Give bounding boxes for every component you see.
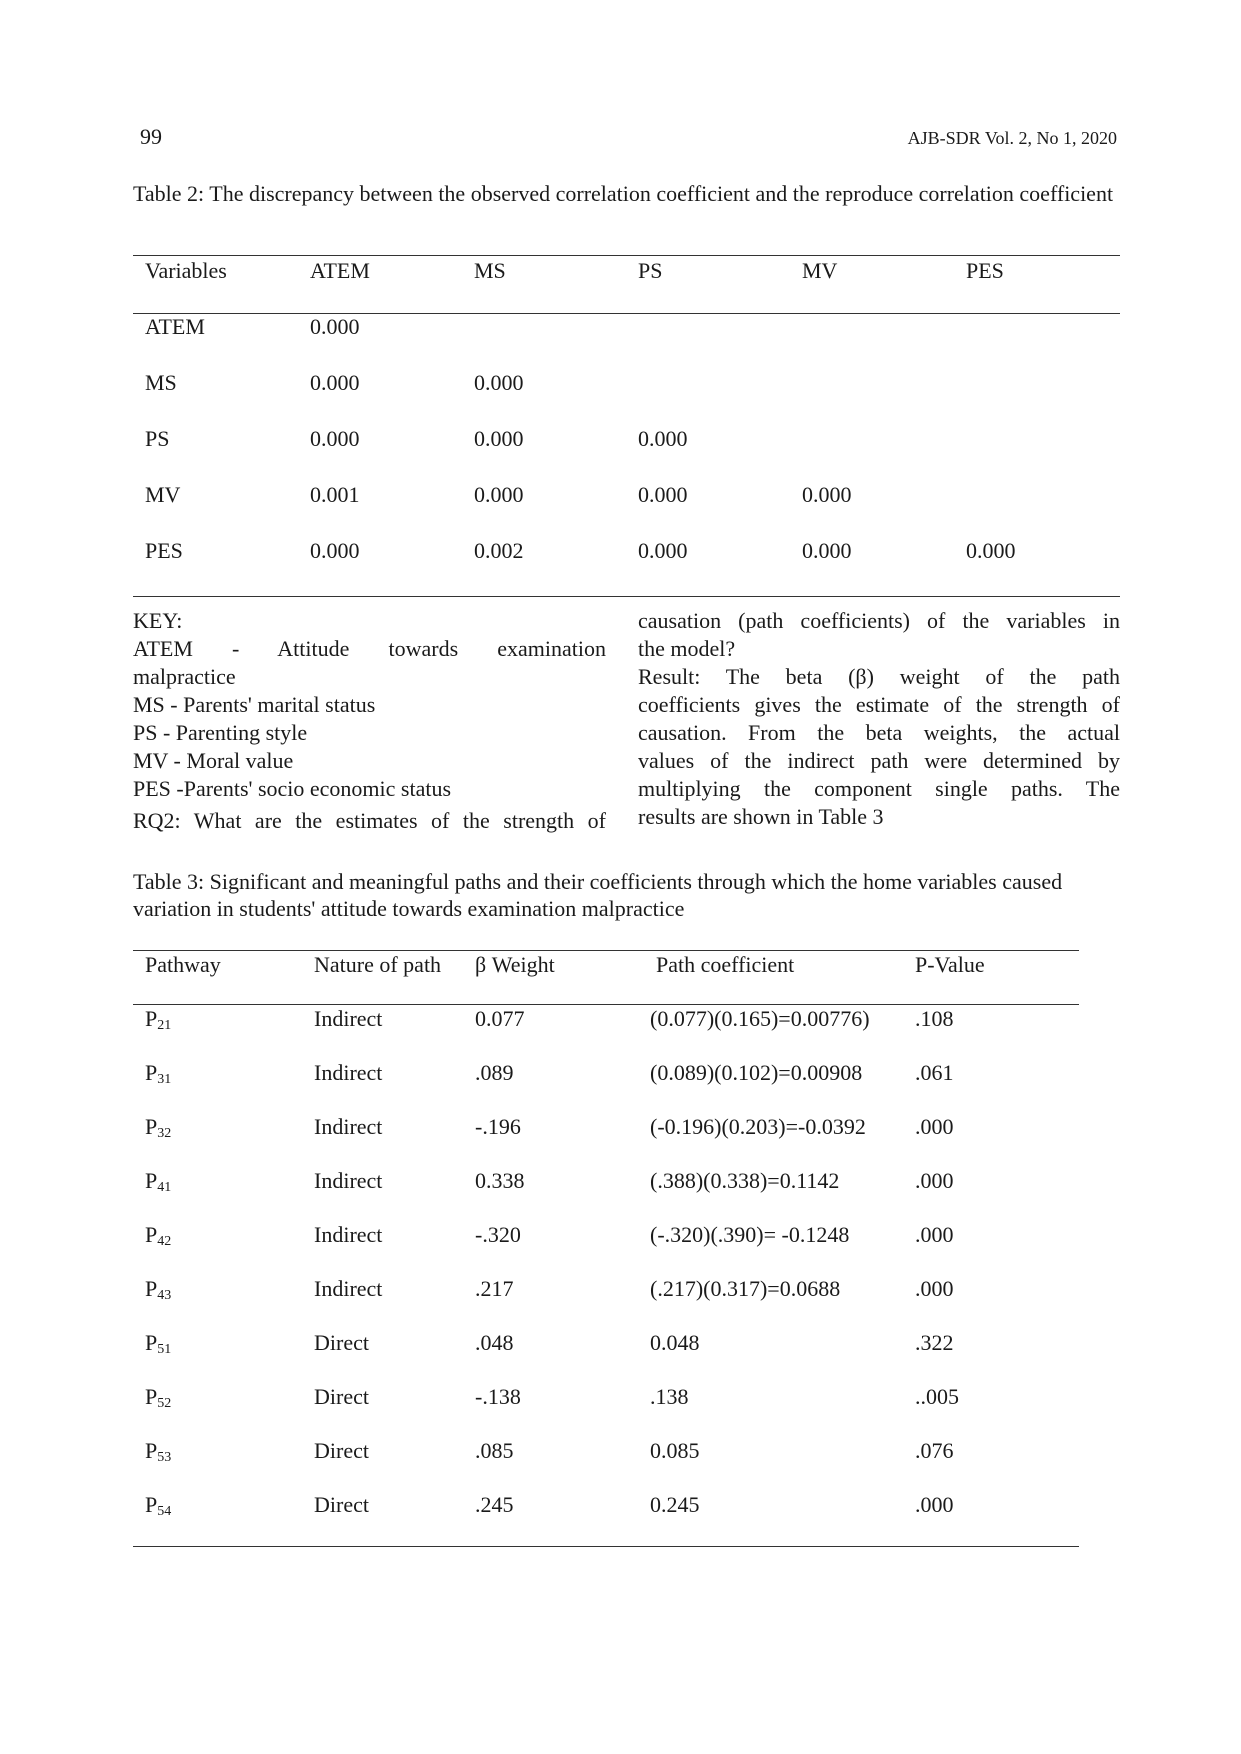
table2-header-row [133, 258, 1118, 314]
beta-cell: .085 [475, 1438, 514, 1463]
table-row [133, 370, 1118, 426]
table-row [133, 1276, 1079, 1330]
coefficient-cell: 0.245 [650, 1492, 700, 1517]
table-cell: 0.000 [310, 370, 360, 395]
table-row [133, 1222, 1079, 1276]
table-cell [954, 426, 1118, 482]
table-row [133, 1330, 1079, 1384]
coefficient-cell: (0.089)(0.102)=0.00908 [650, 1060, 863, 1085]
key-column [133, 607, 606, 835]
pathway-cell [133, 1114, 302, 1168]
coefficient-cell: 0.048 [650, 1330, 700, 1355]
table-cell: 0.000 [802, 538, 852, 563]
table-cell [790, 426, 954, 482]
result-column [638, 607, 1120, 831]
beta-cell: 0.077 [475, 1006, 525, 1031]
nature-cell: Indirect [314, 1060, 383, 1085]
table2-col-ms: MS [474, 258, 506, 283]
coefficient-cell: (0.077)(0.165)=0.00776) [650, 1006, 870, 1031]
pathway-subscript: 42 [157, 1234, 172, 1249]
table-cell [954, 482, 1118, 538]
pathway-subscript: 41 [157, 1180, 172, 1195]
table2-caption: Table 2: The discrepancy between the observed correlation coefficient and the reproduce correlation coefficient [133, 181, 1114, 206]
nature-cell: Indirect [314, 1276, 383, 1301]
beta-cell: -.138 [475, 1384, 521, 1409]
pvalue-cell: .076 [915, 1438, 954, 1463]
table-cell: 0.000 [802, 482, 852, 507]
pathway-subscript: 31 [157, 1072, 172, 1087]
paragraph-line: causation (path coefficients) of the variables in [638, 608, 1120, 633]
table-cell: MS [145, 370, 177, 395]
table-row [133, 1438, 1079, 1492]
paragraph-line: results are shown in Table 3 [638, 804, 884, 829]
pvalue-cell: .322 [915, 1330, 954, 1355]
table-cell [626, 370, 790, 426]
paragraph-line: values of the indirect path were determined by [638, 748, 1120, 773]
pathway-cell [133, 1168, 302, 1222]
table-row [133, 1492, 1079, 1546]
table-cell [790, 370, 954, 426]
pvalue-cell: .108 [915, 1006, 954, 1031]
nature-cell: Indirect [314, 1222, 383, 1247]
beta-cell: -.320 [475, 1222, 521, 1247]
paragraph-line: multiplying the component single paths. The [638, 776, 1120, 801]
table-row [133, 426, 1118, 482]
table-cell: PES [145, 538, 183, 563]
beta-cell: .217 [475, 1276, 514, 1301]
paragraph-line: Result: The beta (β) weight of the path [638, 664, 1120, 689]
pathway-cell [133, 1492, 302, 1546]
pvalue-cell: .000 [915, 1276, 954, 1301]
key-atem-line1: ATEM - Attitude towards examination [133, 636, 606, 661]
table-cell: 0.000 [310, 538, 360, 563]
pathway-cell [133, 1060, 302, 1114]
pvalue-cell: .000 [915, 1222, 954, 1247]
beta-cell: 0.338 [475, 1168, 525, 1193]
table-cell: 0.000 [474, 426, 524, 451]
pvalue-cell: .061 [915, 1060, 954, 1085]
nature-cell: Direct [314, 1384, 369, 1409]
coefficient-cell: (-.320)(.390)= -0.1248 [650, 1222, 850, 1247]
table3-caption: Table 3: Significant and meaningful paths and their coefficients through which the home variables caused variation in students' attitude towards examination malpractice [133, 869, 1063, 921]
table3-col-nature: Nature of path [314, 952, 442, 977]
table-cell: 0.000 [638, 538, 688, 563]
table3-header-row [133, 952, 1079, 1006]
key-ps: PS - Parenting style [133, 720, 308, 745]
table2 [133, 258, 1118, 594]
coefficient-cell: (-0.196)(0.203)=-0.0392 [650, 1114, 866, 1139]
coefficient-cell: (.217)(0.317)=0.0688 [650, 1276, 841, 1301]
pathway-letter: P [145, 1006, 158, 1031]
table2-col-mv: MV [802, 258, 838, 283]
pathway-subscript: 32 [157, 1126, 172, 1141]
table2-col-atem: ATEM [310, 258, 370, 283]
table-cell: 0.001 [310, 482, 360, 507]
table3-col-coefficient: Path coefficient [656, 952, 795, 977]
paragraph-line: the model? [638, 636, 736, 661]
pathway-cell [133, 1384, 302, 1438]
key-ms: MS - Parents' marital status [133, 692, 376, 717]
pathway-letter: P [145, 1492, 158, 1517]
pathway-letter: P [145, 1330, 158, 1355]
nature-cell: Direct [314, 1438, 369, 1463]
table-cell [790, 314, 954, 370]
pathway-subscript: 54 [157, 1504, 172, 1519]
table2-col-ps: PS [638, 258, 663, 283]
pvalue-cell: ..005 [915, 1384, 959, 1409]
table-cell: 0.000 [638, 426, 688, 451]
table-cell [954, 370, 1118, 426]
paragraph-line: coefficients gives the estimate of the strength of [638, 692, 1120, 717]
pathway-subscript: 52 [157, 1396, 172, 1411]
table-row [133, 538, 1118, 594]
key-atem-line2: malpractice [133, 664, 236, 689]
nature-cell: Indirect [314, 1168, 383, 1193]
table-cell: PS [145, 426, 170, 451]
table-row [133, 1060, 1079, 1114]
pathway-subscript: 43 [157, 1288, 172, 1303]
paragraph-line: causation. From the beta weights, the actual [638, 720, 1120, 745]
table3-top-rule [133, 950, 1079, 951]
table-row [133, 1006, 1079, 1060]
table-cell: 0.000 [310, 314, 360, 339]
beta-cell: .048 [475, 1330, 514, 1355]
pathway-cell [133, 1276, 302, 1330]
nature-cell: Direct [314, 1330, 369, 1355]
table-cell: 0.000 [310, 426, 360, 451]
table3-bottom-rule [133, 1546, 1079, 1547]
key-mv: MV - Moral value [133, 748, 294, 773]
table3-col-beta: β Weight [475, 952, 555, 977]
pathway-cell [133, 1222, 302, 1276]
nature-cell: Indirect [314, 1114, 383, 1139]
pvalue-cell: .000 [915, 1114, 954, 1139]
pathway-letter: P [145, 1168, 158, 1193]
table3 [133, 952, 1079, 1546]
table-cell: MV [145, 482, 181, 507]
table2-bottom-rule [133, 596, 1120, 597]
table-row [133, 1384, 1079, 1438]
beta-cell: .089 [475, 1060, 514, 1085]
pathway-letter: P [145, 1384, 158, 1409]
table-cell: ATEM [145, 314, 205, 339]
table-row [133, 314, 1118, 370]
pathway-letter: P [145, 1222, 158, 1247]
table2-col-variables: Variables [145, 258, 227, 283]
pathway-subscript: 21 [157, 1018, 172, 1033]
table-cell: 0.000 [474, 370, 524, 395]
table-cell [954, 314, 1118, 370]
pathway-letter: P [145, 1114, 158, 1139]
table-cell [462, 314, 626, 370]
pvalue-cell: .000 [915, 1492, 954, 1517]
table3-col-pathway: Pathway [145, 952, 221, 977]
table-cell: 0.002 [474, 538, 524, 563]
journal-header: AJB-SDR Vol. 2, No 1, 2020 [907, 128, 1117, 148]
coefficient-cell: (.388)(0.338)=0.1142 [650, 1168, 840, 1193]
beta-cell: .245 [475, 1492, 514, 1517]
pathway-cell [133, 1438, 302, 1492]
table-row [133, 1168, 1079, 1222]
pathway-letter: P [145, 1060, 158, 1085]
beta-cell: -.196 [475, 1114, 521, 1139]
coefficient-cell: 0.085 [650, 1438, 700, 1463]
nature-cell: Indirect [314, 1006, 383, 1031]
pathway-letter: P [145, 1438, 158, 1463]
rq2-question: RQ2: What are the estimates of the strength of [133, 808, 606, 833]
table-row [133, 482, 1118, 538]
page-number: 99 [140, 124, 162, 149]
nature-cell: Direct [314, 1492, 369, 1517]
table-cell: 0.000 [638, 482, 688, 507]
key-heading: KEY: [133, 608, 183, 633]
pathway-subscript: 53 [157, 1450, 172, 1465]
table3-col-pvalue: P-Value [915, 952, 985, 977]
pvalue-cell: .000 [915, 1168, 954, 1193]
pathway-cell [133, 1330, 302, 1384]
table-row [133, 1114, 1079, 1168]
pathway-letter: P [145, 1276, 158, 1301]
table2-col-pes: PES [966, 258, 1004, 283]
coefficient-cell: .138 [650, 1384, 689, 1409]
pathway-cell [133, 1006, 302, 1060]
key-pes: PES -Parents' socio economic status [133, 776, 452, 801]
table-cell: 0.000 [474, 482, 524, 507]
table-cell: 0.000 [966, 538, 1016, 563]
table2-top-rule [133, 255, 1120, 256]
pathway-subscript: 51 [157, 1342, 172, 1357]
table-cell [626, 314, 790, 370]
